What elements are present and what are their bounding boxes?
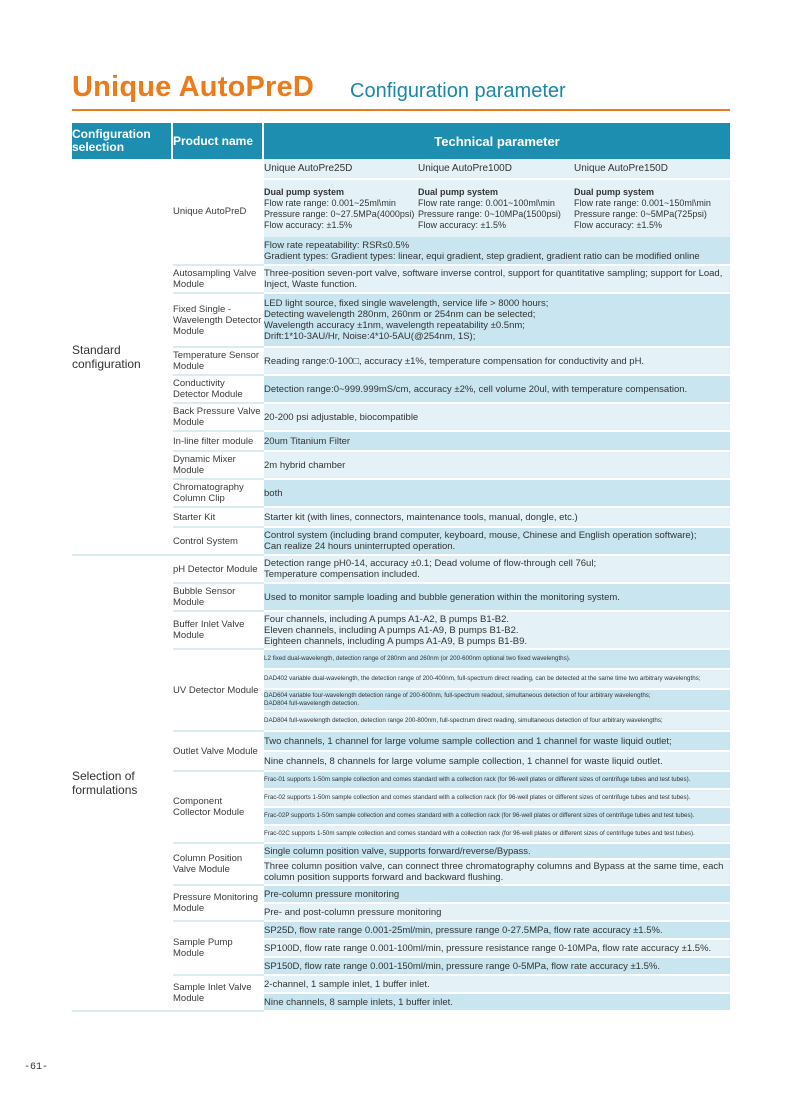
- param-line: SP25D, flow rate range 0.001-25ml/min, pressure range 0-27.5MPa, flow rate accuracy ±1.5%.: [264, 924, 663, 936]
- pump-accuracy: Flow accuracy: ±1.5%: [264, 219, 352, 230]
- param-line: DAD804 full-wavelength detection, detection range 200-800nm, full-spectrum direct reading, simultaneous detection of four arbitrary wavelengths;: [264, 717, 663, 724]
- param-cell: [263, 451, 730, 479]
- pump-pressure: Pressure range: 0~27.5MPa(4000psi): [264, 208, 415, 219]
- module-name: Temperature Sensor Module: [172, 347, 263, 375]
- module-name: Dynamic Mixer Module: [172, 451, 263, 479]
- param-line: 2-channel, 1 sample inlet, 1 buffer inlet.: [264, 978, 430, 990]
- param-cell: [263, 611, 730, 649]
- param-line: Wavelength accuracy ±1nm, wavelength repeatability ±0.5nm;: [264, 320, 525, 331]
- param-cell: [263, 825, 730, 843]
- param-line: Temperature compensation included.: [264, 569, 420, 580]
- param-cell: [263, 649, 730, 669]
- page-title: Unique AutoPreD: [72, 71, 314, 103]
- param-cell: [263, 975, 730, 993]
- param-line: SP150D, flow rate range 0.001-150ml/min, pressure range 0-5MPa, flow rate accuracy ±1.5%.: [264, 960, 660, 972]
- col-header-technical: Technical parameter: [263, 123, 730, 159]
- param-line: Single column position valve, supports forward/reverse/Bypass.: [264, 845, 531, 857]
- param-cell: [263, 507, 730, 527]
- param-line: Drift:1*10-3AU/Hr, Noise:4*10-5AU(@254nm, 1S);: [264, 331, 476, 342]
- param-cell: [263, 885, 730, 903]
- module-name: Bubble Sensor Module: [172, 583, 263, 611]
- model-name: Unique AutoPre100D: [418, 159, 574, 179]
- pump-spec: [418, 179, 574, 237]
- param-line: Control system (including brand computer, keyboard, mouse, Chinese and English operation software);: [264, 530, 697, 541]
- param-cell: [263, 807, 730, 825]
- param-line: 2m hybrid chamber: [264, 459, 346, 471]
- pump-title: Dual pump system: [574, 186, 655, 197]
- param-cell: [263, 771, 730, 789]
- pump-flow: Flow rate range: 0.001~100ml\min: [418, 197, 555, 208]
- param-line: Four channels, including A pumps A1-A2, B pumps B1-B2.: [264, 613, 510, 625]
- param-line: Pre-column pressure monitoring: [264, 888, 400, 900]
- param-line: Gradient types: Gradient types: linear, equi gradient, step gradient, gradient ratio can be modified online: [264, 250, 700, 262]
- param-line: SP100D, flow rate range 0.001-100ml/min, pressure resistance range 0-10MPa, flow rate accuracy ±1.5%.: [264, 942, 712, 954]
- module-name: Starter Kit: [172, 507, 263, 527]
- param-cell: [263, 939, 730, 957]
- model-name: Unique AutoPre25D: [263, 159, 418, 179]
- param-line: 20-200 psi adjustable, biocompatible: [264, 411, 419, 423]
- param-line: 20um Titanium Filter: [264, 435, 351, 447]
- param-line: DAD402 variable dual-wavelength, the detection range of 200-400nm, full-spectrum direct reading, can be detected at the same time two arbitrary wavelengths;: [264, 675, 701, 682]
- param-line: Frac-02C supports 1-50m sample collection and comes standard with a collection rack (for 96-well plates or different sizes of centrifuge tubes and test tubes).: [264, 830, 695, 837]
- param-cell: [263, 527, 730, 555]
- module-name: Buffer Inlet Valve Module: [172, 611, 263, 649]
- module-name: Chromatography Column Clip: [172, 479, 263, 507]
- param-line: Detecting wavelength 280nm, 260nm or 254nm can be selected;: [264, 309, 536, 320]
- param-line: L2 fixed dual-wavelength, detection range of 280nm and 260nm (or 200-600nm optional two fixed wavelengths).: [264, 655, 571, 662]
- param-line: Flow rate repeatability: RSR≤0.5%: [264, 239, 410, 251]
- param-cell: [263, 751, 730, 771]
- module-name: Fixed Single - Wavelength Detector Module: [172, 293, 263, 347]
- param-line: Detection range:0~999.999mS/cm, accuracy ±2%, cell volume 20ul, with temperature compensation.: [264, 383, 688, 395]
- param-line: Frac-02P supports 1-50m sample collection and comes standard with a collection rack (for 96-well plates or different sizes of centrifuge tubes and test tubes).: [264, 812, 695, 819]
- module-name: Outlet Valve Module: [172, 731, 263, 771]
- col-header-product: Product name: [172, 123, 263, 159]
- module-name: In-line filter module: [172, 431, 263, 451]
- pump-title: Dual pump system: [264, 186, 345, 197]
- module-name: Component Collector Module: [172, 771, 263, 843]
- param-cell: [263, 731, 730, 751]
- param-cell: [263, 789, 730, 807]
- param-line: Eleven channels, including A pumps A1-A9, B pumps B1-B2.: [264, 624, 519, 636]
- param-line: Nine channels, 8 sample inlets, 1 buffer inlet.: [264, 996, 453, 1008]
- module-name: Back Pressure Valve Module: [172, 403, 263, 431]
- param-cell: [263, 689, 730, 711]
- param-cell: [263, 903, 730, 921]
- title-divider: [72, 109, 730, 111]
- param-line: Three column position valve, can connect three chromatography columns and Bypass at the same time, each column position supports forward and backward flushing.: [264, 861, 724, 883]
- param-line: DAD804 full-wavelength detection.: [264, 700, 359, 707]
- col-header-configuration: Configuration selection: [72, 123, 172, 159]
- pump-accuracy: Flow accuracy: ±1.5%: [418, 219, 506, 230]
- param-line: DAD604 variable four-wavelength detection range of 200-600nm, full-spectrum readout, simultaneous detection of four arbitrary wavelengths;: [264, 692, 651, 699]
- param-line: Frac-02 supports 1-50m sample collection and comes standard with a collection rack (for 96-well plates or different sizes of centrifuge tubes and test tubes).: [264, 794, 691, 801]
- param-cell: [263, 669, 730, 689]
- param-line: Two channels, 1 channel for large volume sample collection and 1 channel for waste liquid outlet;: [264, 735, 672, 747]
- param-cell: [263, 347, 730, 375]
- pump-flow: Flow rate range: 0.001~150ml\min: [574, 197, 711, 208]
- param-line: both: [264, 487, 283, 499]
- module-name: Sample Pump Module: [172, 921, 263, 975]
- module-name: Autosampling Valve Module: [172, 265, 263, 293]
- param-line: Eighteen channels, including A pumps A1-A9, B pumps B1-B9.: [264, 635, 527, 647]
- module-name: pH Detector Module: [172, 555, 263, 583]
- param-cell: [263, 859, 730, 885]
- page-number: -61-: [24, 1062, 49, 1073]
- pump-spec: [263, 179, 418, 237]
- param-cell: [263, 993, 730, 1011]
- module-name: UV Detector Module: [172, 649, 263, 731]
- param-line: LED light source, fixed single wavelength, service life > 8000 hours;: [264, 298, 549, 309]
- param-cell: [263, 479, 730, 507]
- param-cell: [263, 957, 730, 975]
- param-cell: [263, 921, 730, 939]
- param-cell: [263, 375, 730, 403]
- param-cell: [263, 555, 730, 583]
- spec-table-body: [72, 159, 730, 1011]
- page-subtitle: Configuration parameter: [350, 80, 566, 102]
- pump-flow: Flow rate range: 0.001~25ml\min: [264, 197, 396, 208]
- module-name: Sample Inlet Valve Module: [172, 975, 263, 1011]
- param-line: Nine channels, 8 channels for large volume sample collection, 1 channel for waste liquid outlet.: [264, 755, 663, 767]
- param-cell: [263, 583, 730, 611]
- param-cell: [263, 843, 730, 859]
- module-name: Pressure Monitoring Module: [172, 885, 263, 921]
- param-cell: [263, 293, 730, 347]
- param-line: Used to monitor sample loading and bubble generation within the monitoring system.: [264, 591, 620, 603]
- pump-accuracy: Flow accuracy: ±1.5%: [574, 219, 662, 230]
- spec-table: [72, 123, 730, 1012]
- param-line: Pre- and post-column pressure monitoring: [264, 906, 442, 918]
- pump-pressure: Pressure range: 0~5MPa(725psi): [574, 208, 707, 219]
- param-cell: [263, 711, 730, 731]
- param-cell: [263, 265, 730, 293]
- param-line: Three-position seven-port valve, software inverse control, support for quantitative sampling; support for Load, Inject, Waste function.: [264, 268, 723, 290]
- module-name: Column Position Valve Module: [172, 843, 263, 885]
- param-cell: [263, 431, 730, 451]
- pump-pressure: Pressure range: 0~10MPa(1500psi): [418, 208, 561, 219]
- product-name: Unique AutoPreD: [172, 159, 263, 265]
- module-name: Control System: [172, 527, 263, 555]
- param-line: Reading range:0-100□, accuracy ±1%, temperature compensation for conductivity and pH.: [264, 355, 645, 367]
- section-selection: Selection of formulations: [72, 555, 172, 1011]
- param-line: Frac-01 supports 1-50m sample collection and comes standard with a collection rack (for 96-well plates or different sizes of centrifuge tubes and test tubes).: [264, 776, 691, 783]
- param-line: Can realize 24 hours uninterrupted operation.: [264, 541, 456, 552]
- module-name: Conductivity Detector Module: [172, 375, 263, 403]
- pump-spec: [574, 179, 730, 237]
- param-line: Detection range pH0-14, accuracy ±0.1; Dead volume of flow-through cell 76ul;: [264, 558, 597, 569]
- param-line: Starter kit (with lines, connectors, maintenance tools, manual, dongle, etc.): [264, 511, 578, 523]
- model-name: Unique AutoPre150D: [574, 159, 730, 179]
- pump-title: Dual pump system: [418, 186, 499, 197]
- param-cell: [263, 237, 730, 265]
- section-standard: Standard configuration: [72, 159, 172, 555]
- param-cell: [263, 403, 730, 431]
